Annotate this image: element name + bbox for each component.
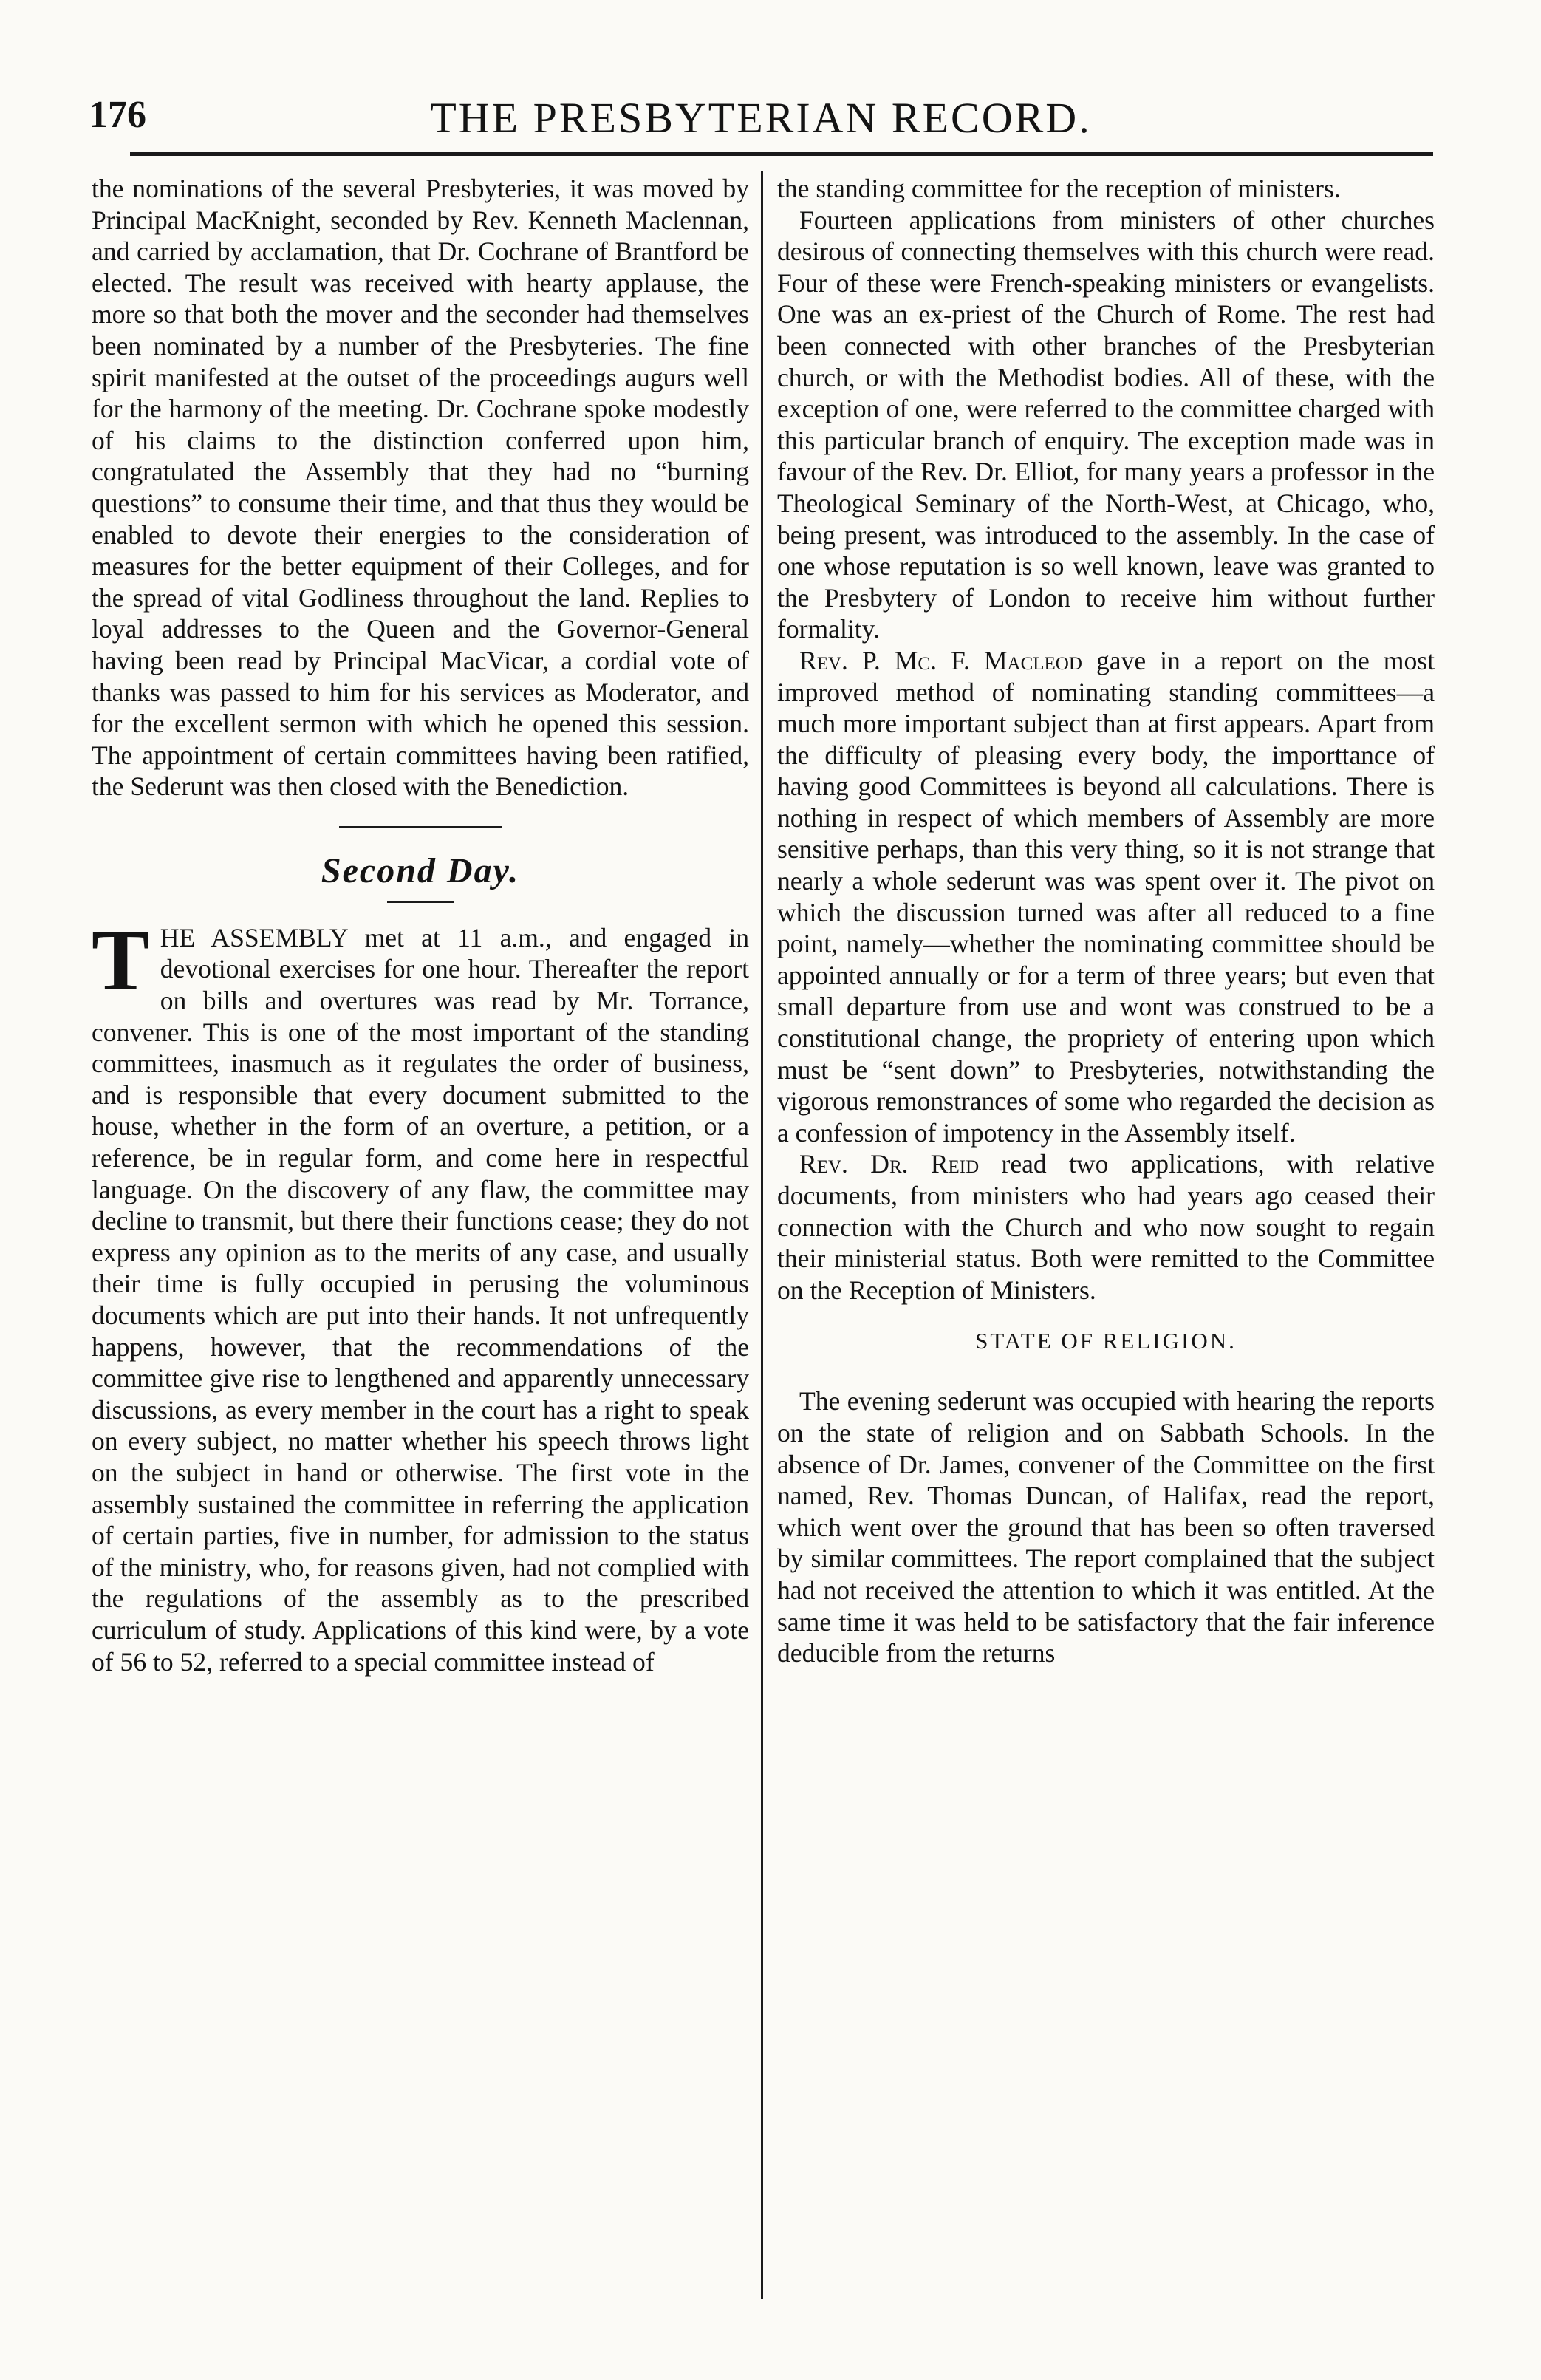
section-rule bbox=[339, 826, 502, 828]
header-rule bbox=[130, 152, 1433, 156]
speaker-name: Rev. P. Mc. F. Macleod bbox=[799, 645, 1082, 675]
sub-heading: STATE OF RELIGION. bbox=[975, 1328, 1237, 1354]
drop-cap: T bbox=[92, 911, 150, 1009]
left-paragraph-1: the nominations of the several Presbyteries, it was moved by Principal MacKnight, seconded by Rev. Kenneth Maclennan, and carried by acclamation, that Dr. Cochrane of Brantford be elected. The result was received with hearty applause, the more so that both the mover and the seconder had themselves been nominated by a number of the Presbyteries. The fine spirit manifested at the outset of the proceedings augurs well for the harmony of the meeting. Dr. Cochrane spoke modestly of his claims to the distinction conferred upon him, congratulated the Assembly that they had no “burning questions” to consume their time, and that thus they would be enabled to devote their energies to the consideration of measures for the better equipment of their Colleges, and for the spread of vital Godliness throughout the land. Replies to loyal addresses to the Queen and the Governor-General having been read by Principal MacVicar, a cordial vote of thanks was passed to him for his services as Moderator, and for the excellent sermon with which he opened this session. The appointment of certain committees having been ratified, the Sederunt was then closed with the Benediction. bbox=[92, 174, 749, 802]
right-column bbox=[777, 173, 1435, 1669]
right-paragraph-2: Fourteen applications from ministers of other churches desirous of connecting themselves with this church were read. Four of these were French-speaking ministers or evangelists. One was an ex-priest of the Church of Rome. The rest had been connected with other branches of the Presbyterian church, or with the Methodist bodies. All of these, with the exception of one, were referred to the committee charged with this particular branch of enquiry. The exception made was in favour of the Rev. Dr. Elliot, for many years a professor in the Theological Seminary of the North-West, at Chicago, who, being present, was introduced to the assembly. In the case of one whose reputation is so well known, leave was granted to the Presbytery of London to receive him without further formality. bbox=[777, 205, 1435, 644]
section-heading: Second Day. bbox=[321, 850, 520, 890]
right-paragraph-3 bbox=[777, 645, 1435, 1149]
right-paragraph-5: The evening sederunt was occupied with hearing the reports on the state of religion and on Sabbath Schools. In the absence of Dr. James, convener of the Committee on the first named, Rev. Thomas Duncan, of Halifax, read the report, which went over the ground that has been so often traversed by similar committees. The report complained that the subject had not received the attention to which it was entitled. At the same time it was held to be satisfactory that the fair inference deducible from the returns bbox=[777, 1386, 1435, 1668]
right-paragraph-3-text: gave in a report on the most improved method of nominating standing committees—a much more important subject than at first appears. Apart from the difficulty of pleasing every body, the importtance of having good Committees is beyond all calculations. There is nothing in respect of which members of Assembly are more sensitive perhaps, than this very thing, so it is not strange that nearly a whole sederunt was was spent over it. The pivot on which the discussion turned was after all reduced to a fine point, namely—whether the nominating committee should be appointed annually or for a term of three years; but even that small departure from use and wont was construed to be a constitutional change, the propriety of entering upon which must be “sent down” to Presbyteries, notwithstanding the vigorous remonstrances of some who regarded the decision as a confession of impotency in the Assembly itself. bbox=[777, 645, 1435, 1148]
right-paragraph-4 bbox=[777, 1148, 1435, 1306]
left-paragraph-2 bbox=[92, 911, 749, 1677]
right-paragraph-1: the standing committee for the reception of ministers. bbox=[777, 174, 1341, 203]
left-column bbox=[92, 173, 749, 1677]
right-paragraph-4-text: read two applications, with relative documents, from ministers who had years ago ceased their connection with the Church and who now sought to regain their ministerial status. Both were remitted to the Committee on the Reception of Ministers. bbox=[777, 1149, 1435, 1305]
page-number: 176 bbox=[89, 94, 146, 136]
speaker-name: Rev. Dr. Reid bbox=[799, 1149, 980, 1179]
heading-underline bbox=[387, 901, 454, 903]
page-header bbox=[89, 93, 1433, 152]
running-title: THE PRESBYTERIAN RECORD. bbox=[430, 94, 1092, 142]
column-divider bbox=[761, 171, 763, 2299]
left-paragraph-2-text: HE ASSEMBLY met at 11 a.m., and engaged in devotional exercises for one hour. Thereafter the report on bills and overtures was read by Mr. Torrance, convener. This is one of the most important of the standing committees, inasmuch as it regulates the order of business, and is responsible that every document submitted to the house, whether in the form of an overture, a petition, or a reference, be in regular form, and come here in respectful language. On the discovery of any flaw, the committee may decline to transmit, but there their functions cease; they do not express any opinion as to the merits of any case, and usually their time is fully occupied in perusing the voluminous documents which are put into their hands. It not unfrequently happens, however, that the recommendations of the committee give rise to lengthened and apparently unnecessary discussions, as every member in the court has a right to speak on every subject, no matter whether his speech throws light on the subject in hand or otherwise. The first vote in the assembly sustained the committee in referring the application of certain parties, five in number, for admission to the status of the ministry, who, for reasons given, had not complied with the regulations of the assembly as to the prescribed curriculum of study. Applications of this kind were, by a vote of 56 to 52, referred to a special committee instead of bbox=[92, 922, 749, 1677]
